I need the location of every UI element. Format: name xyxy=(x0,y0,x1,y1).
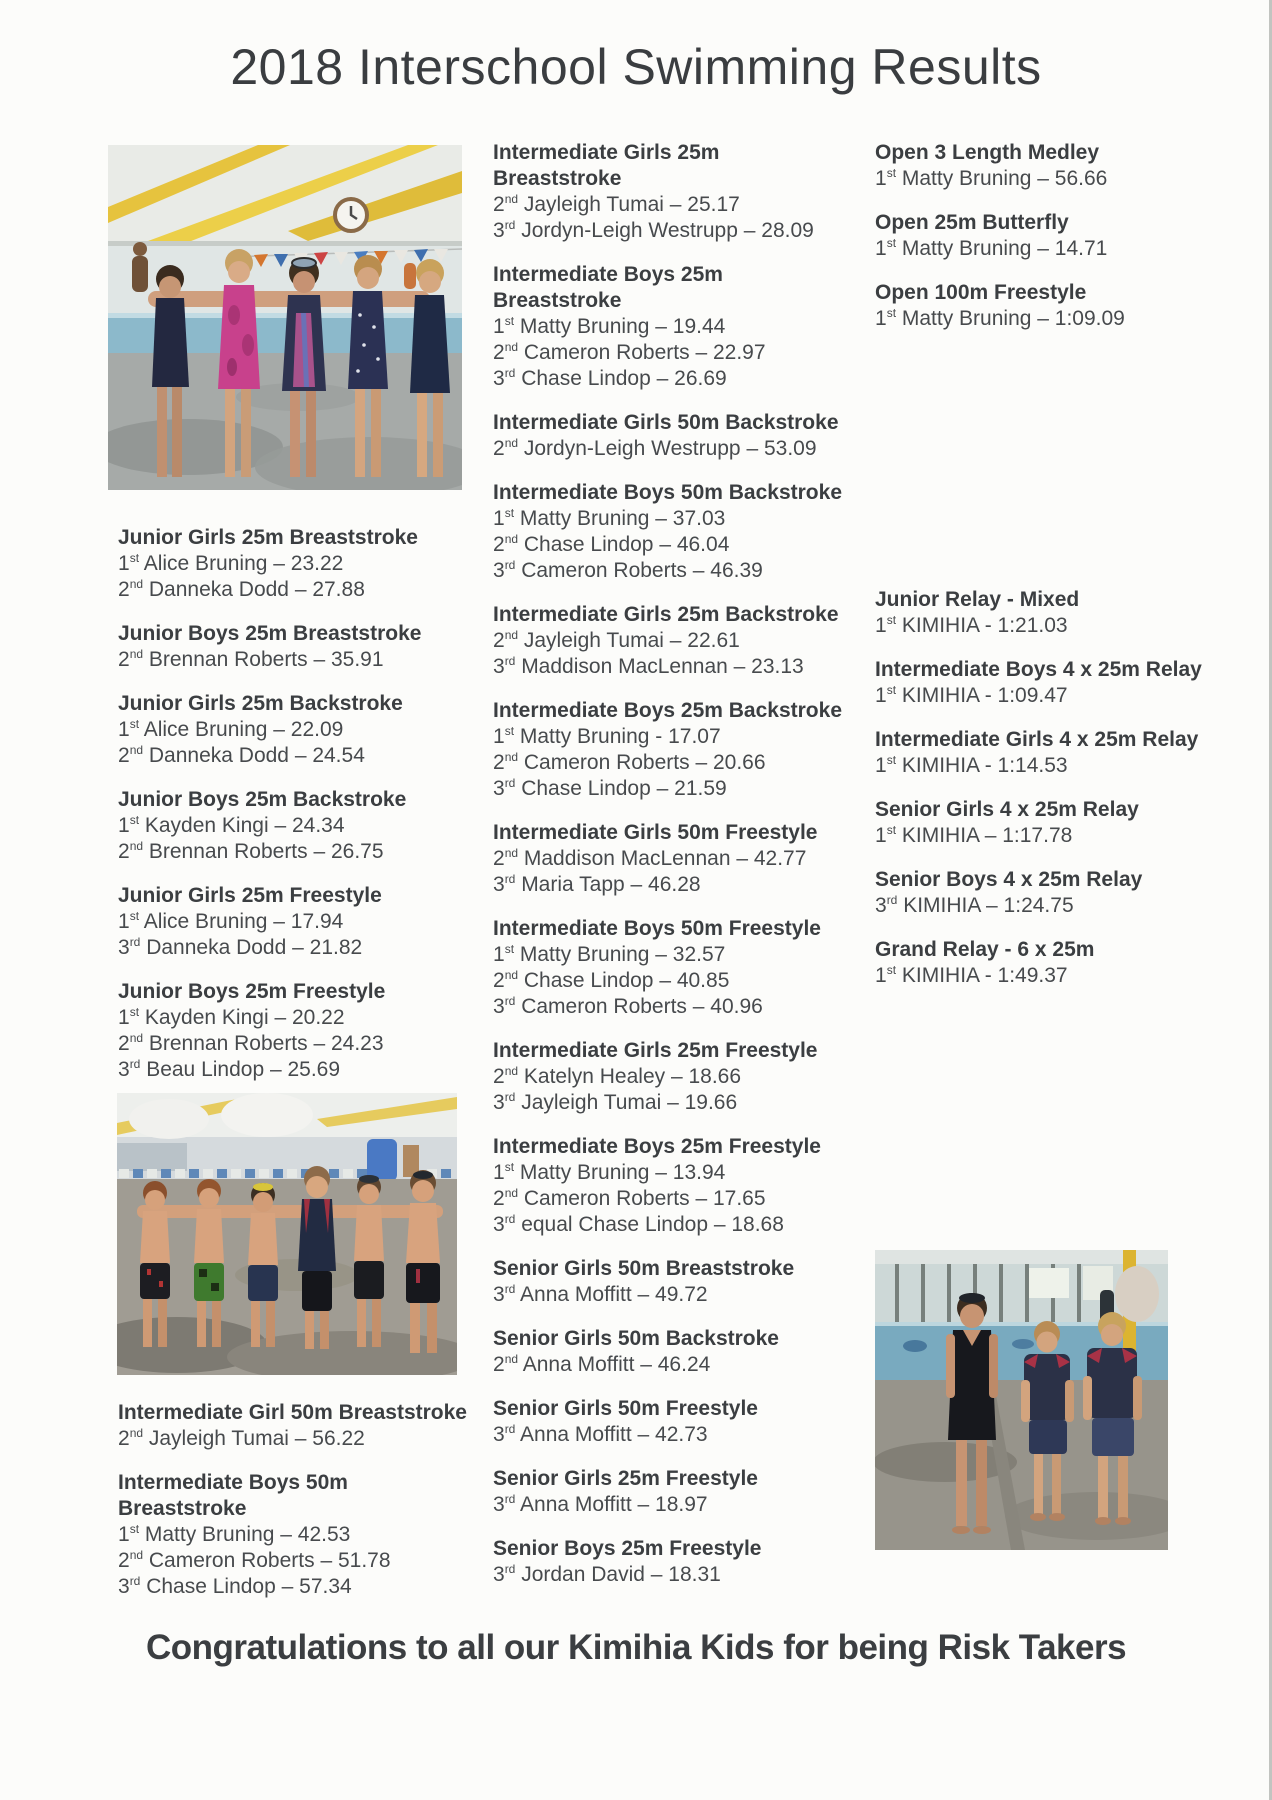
result-line: 2nd Jayleigh Tumai – 25.17 xyxy=(493,192,740,216)
event-title: Intermediate Boys 50m Freestyle xyxy=(493,917,821,940)
result-line: 3rd Jordan David – 18.31 xyxy=(493,1562,721,1586)
result-line: 1st Matty Bruning – 19.44 xyxy=(493,314,726,338)
result-line: 3rd Jordyn-Leigh Westrupp – 28.09 xyxy=(493,218,814,242)
column-middle xyxy=(493,140,893,1606)
results-middle xyxy=(493,140,893,1588)
result-line: 1st KIMIHIA - 1:49.37 xyxy=(875,963,1068,987)
event-section xyxy=(493,1256,893,1308)
result-line: 3rd Cameron Roberts – 46.39 xyxy=(493,558,763,582)
event-section xyxy=(493,916,893,1020)
event-section xyxy=(875,727,1272,779)
event-section xyxy=(118,979,498,1083)
result-line: 3rd equal Chase Lindop – 18.68 xyxy=(493,1212,784,1236)
event-title: Junior Girls 25m Freestyle xyxy=(118,884,382,907)
result-line: 2nd Jordyn-Leigh Westrupp – 53.09 xyxy=(493,436,817,460)
result-line: 3rd Chase Lindop – 26.69 xyxy=(493,366,727,390)
result-line: 1st Matty Bruning – 13.94 xyxy=(493,1160,726,1184)
result-line: 2nd Chase Lindop – 46.04 xyxy=(493,532,730,556)
event-title: Open 100m Freestyle xyxy=(875,281,1087,304)
result-line: 3rd Chase Lindop – 21.59 xyxy=(493,776,727,800)
result-line: 2nd Cameron Roberts – 22.97 xyxy=(493,340,766,364)
event-title: Senior Girls 50m Breaststroke xyxy=(493,1257,795,1280)
event-title: Intermediate Girls 50m Backstroke xyxy=(493,411,839,434)
event-section xyxy=(875,937,1272,989)
result-line: 1st Matty Bruning - 17.07 xyxy=(493,724,721,748)
result-line: 2nd Cameron Roberts – 20.66 xyxy=(493,750,766,774)
result-line: 1st Kayden Kingi – 20.22 xyxy=(118,1005,345,1029)
event-section xyxy=(493,1038,893,1116)
event-title: Senior Boys 25m Freestyle xyxy=(493,1537,762,1560)
event-title: Intermediate Boys 25m Backstroke xyxy=(493,699,842,722)
column-gap xyxy=(875,350,1272,587)
event-section xyxy=(493,602,893,680)
event-section xyxy=(493,1326,893,1378)
result-line: 3rd Cameron Roberts – 40.96 xyxy=(493,994,763,1018)
event-section xyxy=(118,883,498,961)
event-title: Intermediate Boys 25m Breaststroke xyxy=(493,263,723,312)
event-section xyxy=(875,280,1272,332)
result-line: 3rd Anna Moffitt – 42.73 xyxy=(493,1422,708,1446)
result-line: 2nd Brennan Roberts – 24.23 xyxy=(118,1031,384,1055)
result-line: 3rd Maria Tapp – 46.28 xyxy=(493,872,701,896)
event-title: Intermediate Girls 4 x 25m Relay xyxy=(875,728,1199,751)
event-title: Intermediate Girls 25m Freestyle xyxy=(493,1039,818,1062)
result-line: 3rd Chase Lindop – 57.34 xyxy=(118,1574,352,1598)
results-open-events xyxy=(875,140,1272,332)
result-line: 1st KIMIHIA - 1:21.03 xyxy=(875,613,1068,637)
result-line: 2nd Cameron Roberts – 17.65 xyxy=(493,1186,766,1210)
event-title: Grand Relay - 6 x 25m xyxy=(875,938,1095,961)
result-line: 1st Matty Bruning – 56.66 xyxy=(875,166,1108,190)
event-title: Intermediate Boys 50m Breaststroke xyxy=(118,1471,348,1520)
result-line: 1st Alice Bruning – 23.22 xyxy=(118,551,344,575)
event-title: Senior Girls 25m Freestyle xyxy=(493,1467,758,1490)
event-title: Senior Girls 4 x 25m Relay xyxy=(875,798,1139,821)
result-line: 1st Alice Bruning – 22.09 xyxy=(118,717,344,741)
result-line: 1st Matty Bruning – 14.71 xyxy=(875,236,1108,260)
event-title: Intermediate Boys 25m Freestyle xyxy=(493,1135,821,1158)
event-title: Junior Girls 25m Breaststroke xyxy=(118,526,418,549)
event-title: Senior Girls 50m Backstroke xyxy=(493,1327,779,1350)
event-title: Junior Relay - Mixed xyxy=(875,588,1080,611)
event-section xyxy=(493,1536,893,1588)
result-line: 2nd Brennan Roberts – 26.75 xyxy=(118,839,384,863)
event-section xyxy=(118,621,498,673)
event-title: Intermediate Boys 4 x 25m Relay xyxy=(875,658,1202,681)
result-line: 1st Matty Bruning – 32.57 xyxy=(493,942,726,966)
result-line: 3rd Jayleigh Tumai – 19.66 xyxy=(493,1090,738,1114)
result-line: 1st Alice Bruning – 17.94 xyxy=(118,909,344,933)
event-title: Junior Girls 25m Backstroke xyxy=(118,692,403,715)
result-line: 2nd Danneka Dodd – 24.54 xyxy=(118,743,365,767)
event-section xyxy=(493,1466,893,1518)
event-section xyxy=(118,1470,498,1600)
result-line: 1st Matty Bruning – 37.03 xyxy=(493,506,726,530)
event-title: Intermediate Girls 25m Backstroke xyxy=(493,603,839,626)
results-relays xyxy=(875,587,1272,989)
event-title: Intermediate Girls 25m Breaststroke xyxy=(493,141,720,190)
result-line: 3rd Maddison MacLennan – 23.13 xyxy=(493,654,804,678)
event-section xyxy=(493,820,893,898)
result-line: 1st KIMIHIA - 1:09.47 xyxy=(875,683,1068,707)
result-line: 1st Matty Bruning – 1:09.09 xyxy=(875,306,1125,330)
result-line: 2nd Chase Lindop – 40.85 xyxy=(493,968,730,992)
result-line: 2nd Katelyn Healey – 18.66 xyxy=(493,1064,742,1088)
event-section xyxy=(875,867,1272,919)
page-title: 2018 Interschool Swimming Results xyxy=(230,39,1042,95)
event-title: Open 3 Length Medley xyxy=(875,141,1100,164)
event-title: Senior Boys 4 x 25m Relay xyxy=(875,868,1143,891)
photo-three-swimmers xyxy=(875,1250,1272,1550)
event-section xyxy=(875,587,1272,639)
event-title: Senior Girls 50m Freestyle xyxy=(493,1397,758,1420)
result-line: 3rd KIMIHIA – 1:24.75 xyxy=(875,893,1074,917)
result-line: 2nd Brennan Roberts – 35.91 xyxy=(118,647,384,671)
result-line: 1st Matty Bruning – 42.53 xyxy=(118,1522,351,1546)
event-title: Junior Boys 25m Backstroke xyxy=(118,788,407,811)
event-section xyxy=(493,480,893,584)
event-section xyxy=(118,691,498,769)
result-line: 2nd Maddison MacLennan – 42.77 xyxy=(493,846,807,870)
result-line: 2nd Jayleigh Tumai – 56.22 xyxy=(118,1426,365,1450)
results-left-bottom xyxy=(108,1400,498,1600)
team-photo-boys xyxy=(117,1093,498,1375)
event-section xyxy=(875,657,1272,709)
event-section xyxy=(875,140,1272,192)
event-title: Intermediate Boys 50m Backstroke xyxy=(493,481,842,504)
event-section xyxy=(493,140,893,244)
result-line: 2nd Cameron Roberts – 51.78 xyxy=(118,1548,391,1572)
event-section xyxy=(493,698,893,802)
event-title: Junior Boys 25m Breaststroke xyxy=(118,622,422,645)
event-section xyxy=(493,1134,893,1238)
result-line: 3rd Beau Lindop – 25.69 xyxy=(118,1057,341,1081)
event-section xyxy=(875,210,1272,262)
team-photo-junior-girls xyxy=(108,145,498,490)
column-left xyxy=(108,140,498,1618)
event-section xyxy=(493,410,893,462)
result-line: 3rd Anna Moffitt – 49.72 xyxy=(493,1282,708,1306)
result-line: 1st Kayden Kingi – 24.34 xyxy=(118,813,345,837)
result-line: 2nd Jayleigh Tumai – 22.61 xyxy=(493,628,740,652)
event-title: Intermediate Girls 50m Freestyle xyxy=(493,821,818,844)
event-section xyxy=(493,262,893,392)
column-right xyxy=(875,140,1272,1550)
result-line: 2nd Anna Moffitt – 46.24 xyxy=(493,1352,711,1376)
result-line: 3rd Anna Moffitt – 18.97 xyxy=(493,1492,708,1516)
event-section xyxy=(875,797,1272,849)
result-line: 1st KIMIHIA - 1:14.53 xyxy=(875,753,1068,777)
result-line: 3rd Danneka Dodd – 21.82 xyxy=(118,935,363,959)
footer-message: Congratulations to all our Kimihia Kids for being Risk Takers xyxy=(145,1628,1127,1667)
event-section xyxy=(118,787,498,865)
event-title: Open 25m Butterfly xyxy=(875,211,1069,234)
result-line: 2nd Danneka Dodd – 27.88 xyxy=(118,577,365,601)
result-line: 1st KIMIHIA – 1:17.78 xyxy=(875,823,1073,847)
results-left-top xyxy=(108,525,498,1083)
event-section xyxy=(493,1396,893,1448)
event-title: Intermediate Girl 50m Breaststroke xyxy=(118,1401,467,1424)
event-section xyxy=(118,525,498,603)
event-title: Junior Boys 25m Freestyle xyxy=(118,980,386,1003)
event-section xyxy=(118,1400,498,1452)
